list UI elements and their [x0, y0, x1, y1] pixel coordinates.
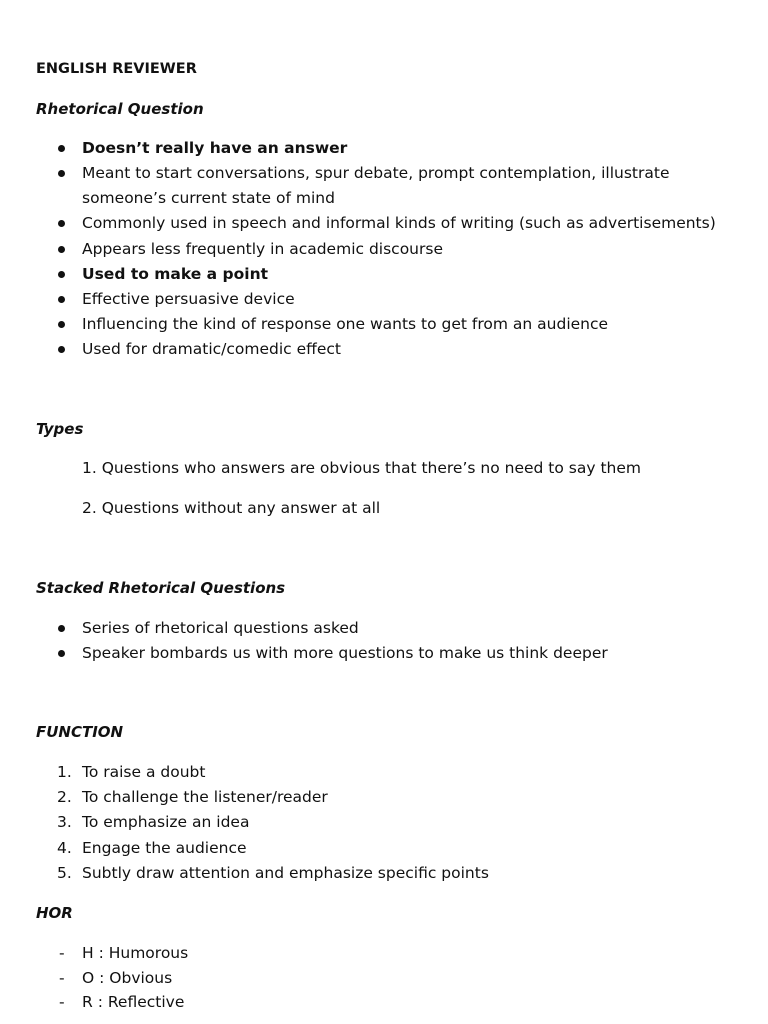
list-number: 5. — [57, 864, 72, 882]
bullet-icon — [58, 296, 65, 303]
list-item: Influencing the kind of response one wants to get from an audience — [82, 315, 609, 333]
list-item: Series of rhetorical questions asked — [82, 619, 359, 637]
list-item: Appears less frequently in academic discourse — [82, 240, 443, 258]
list-item: Used for dramatic/comedic effect — [82, 340, 341, 358]
heading-types: Types — [36, 420, 84, 438]
bullet-icon — [58, 271, 65, 278]
list-item: R : Reflective — [82, 993, 185, 1011]
list-item: O : Obvious — [82, 969, 173, 987]
list-item: 1. Questions who answers are obvious that there’s no need to say them — [82, 459, 641, 477]
bullet-icon — [58, 321, 65, 328]
list-item-continuation: someone’s current state of mind — [82, 189, 335, 207]
bullet-icon — [58, 625, 65, 632]
document-title: ENGLISH REVIEWER — [36, 61, 197, 77]
list-item: To raise a doubt — [82, 763, 206, 781]
list-number: 3. — [57, 813, 72, 831]
list-item: Engage the audience — [82, 839, 247, 857]
list-number: 2. — [57, 788, 72, 806]
heading-stacked-rhetorical-questions: Stacked Rhetorical Questions — [36, 579, 286, 597]
list-item: Meant to start conversations, spur debate, prompt contemplation, illustrate — [82, 164, 670, 182]
list-item: Speaker bombards us with more questions to make us think deeper — [82, 644, 608, 662]
bullet-icon — [58, 220, 65, 227]
bullet-icon — [58, 346, 65, 353]
list-item: Commonly used in speech and informal kinds of writing (such as advertisements) — [82, 214, 716, 232]
heading-rhetorical-question: Rhetorical Question — [36, 100, 204, 118]
list-item: To challenge the listener/reader — [82, 788, 328, 806]
list-item: Used to make a point — [82, 265, 269, 283]
list-number: 4. — [57, 839, 72, 857]
list-dash: - — [59, 944, 65, 962]
list-item: Doesn’t really have an answer — [82, 139, 348, 157]
list-number: 1. — [57, 763, 72, 781]
list-dash: - — [59, 993, 65, 1011]
list-item: H : Humorous — [82, 944, 189, 962]
bullet-icon — [58, 650, 65, 657]
bullet-icon — [58, 246, 65, 253]
list-item: Subtly draw attention and emphasize specific points — [82, 864, 489, 882]
bullet-icon — [58, 170, 65, 177]
list-item: 2. Questions without any answer at all — [82, 499, 381, 517]
heading-function: FUNCTION — [36, 723, 124, 741]
list-dash: - — [59, 969, 65, 987]
list-item: To emphasize an idea — [82, 813, 250, 831]
list-item: Effective persuasive device — [82, 290, 295, 308]
bullet-icon — [58, 145, 65, 152]
heading-hor: HOR — [36, 904, 73, 922]
